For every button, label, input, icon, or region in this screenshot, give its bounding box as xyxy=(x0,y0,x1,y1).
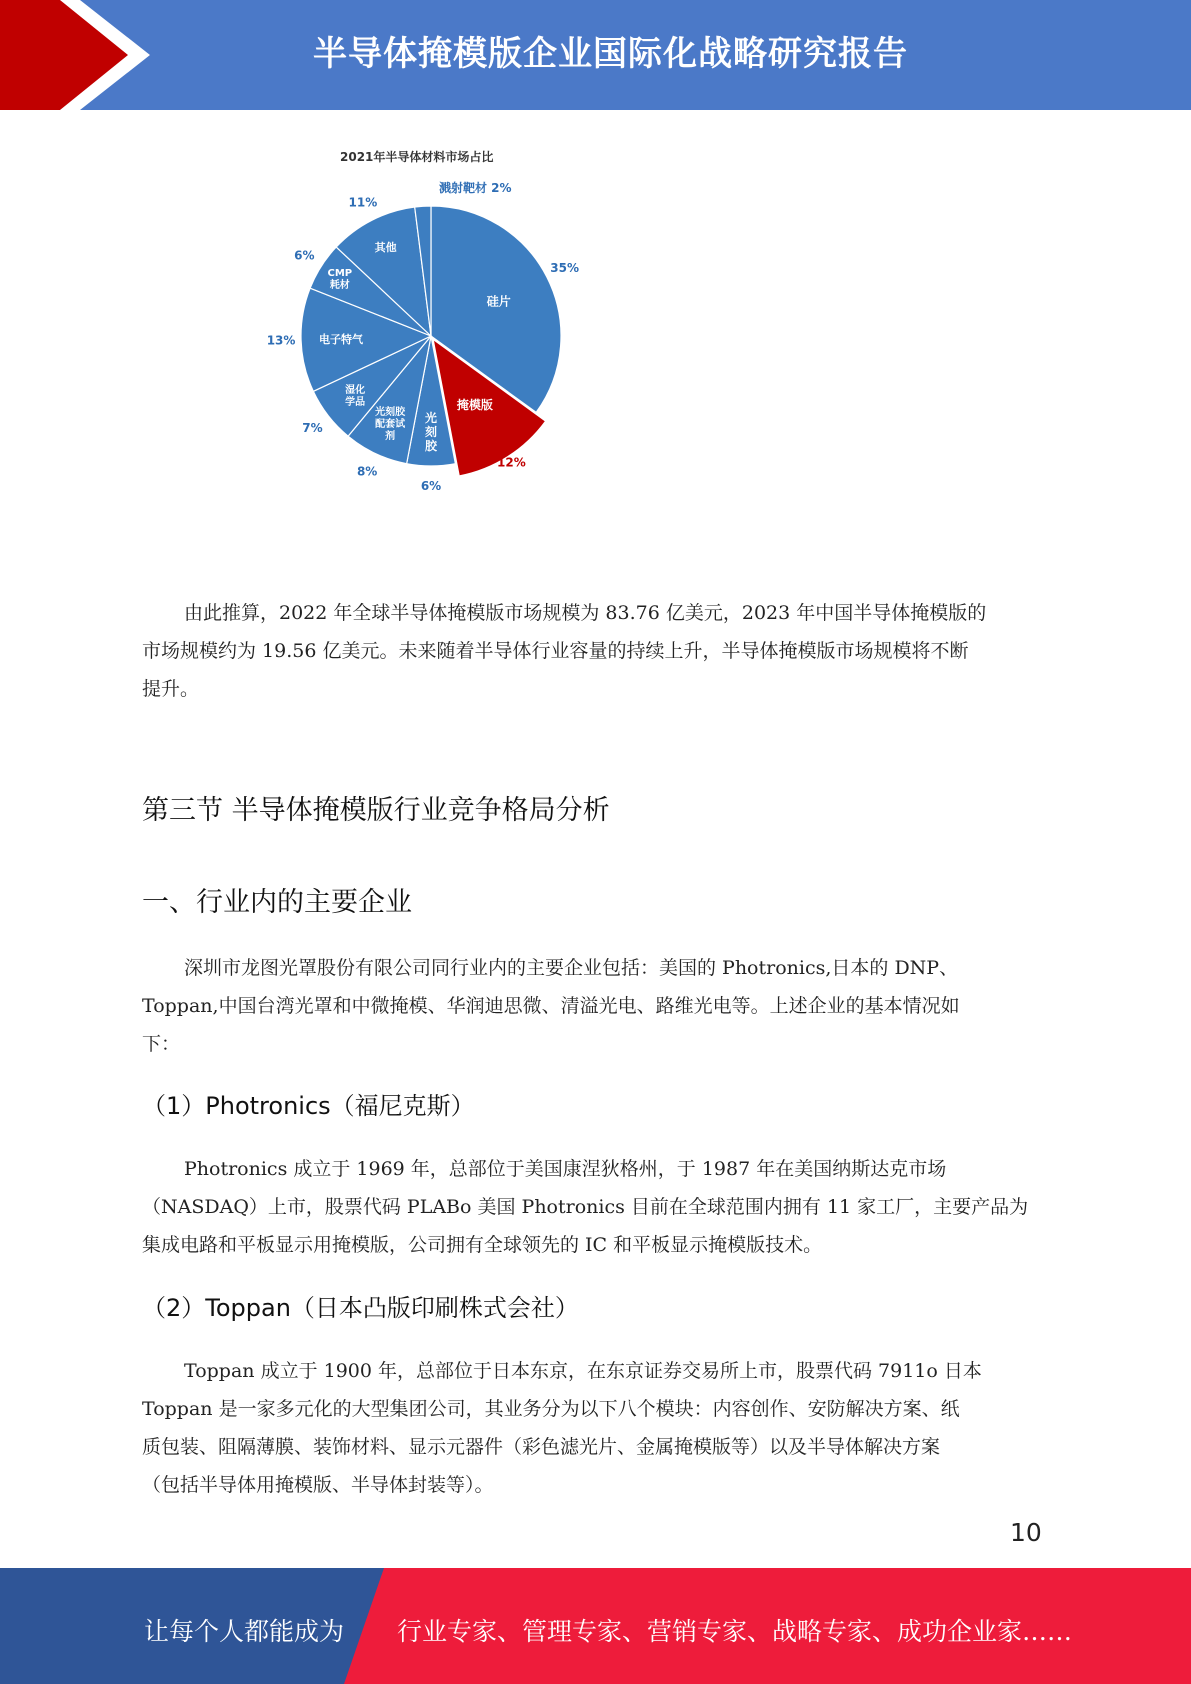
text-line: 由此推算，2022 年全球半导体掩模版市场规模为 83.76 亿美元，2023 年中国半导体掩模版的 xyxy=(184,602,987,624)
pie-value-label: 13% xyxy=(266,333,296,348)
pie-category-label: 湿化 xyxy=(345,384,366,396)
pie-category-label: 刻 xyxy=(424,425,438,439)
sub-heading: 一、行业内的主要企业 xyxy=(142,887,412,918)
pie-category-label: 电子特气 xyxy=(319,332,364,346)
text-line: 市场规模约为 19.56 亿美元。未来随着半导体行业容量的持续上升，半导体掩模版市场规模将不断 xyxy=(142,640,969,662)
paragraph-companies xyxy=(142,949,1052,1063)
pie-value-label: 溅射靶材 2% xyxy=(439,181,512,195)
pie-category-label: 光刻胶 xyxy=(375,406,406,418)
text-line: （包括半导体用掩模版、半导体封装等）。 xyxy=(142,1474,494,1496)
pie-category-label: 掩模版 xyxy=(456,398,493,413)
pie-value-label: 35% xyxy=(550,260,580,275)
pie-category-label: CMP xyxy=(327,268,353,280)
pie-category-label: 学品 xyxy=(345,396,366,408)
pie-value-label: 12% xyxy=(497,455,526,470)
page-number: 10 xyxy=(1010,1518,1042,1547)
text-line: Toppan,中国台湾光罩和中微掩模、华润迪思微、清溢光电、路维光电等。上述企业的基本情况如 xyxy=(142,995,960,1017)
pie-category-label: 配套试 xyxy=(375,418,406,430)
text-line: 深圳市龙图光罩股份有限公司同行业内的主要企业包括：美国的 Photronics,日本的 DNP、 xyxy=(184,957,959,979)
footer-slogan-right: 行业专家、管理专家、营销专家、战略专家、成功企业家…… xyxy=(397,1617,1073,1646)
pie-value-label: 11% xyxy=(348,195,378,210)
pie-value-label: 6% xyxy=(294,248,315,263)
text-line: Toppan 是一家多元化的大型集团公司，其业务分为以下八个模块：内容创作、安防解决方案、纸 xyxy=(142,1398,960,1420)
text-line: 提升。 xyxy=(142,678,200,700)
pie-value-label: 8% xyxy=(356,464,378,479)
paragraph-market-size xyxy=(142,594,1052,708)
text-line: （NASDAQ）上市，股票代码 PLABo 美国 Photronics 目前在全球范围内拥有 11 家工厂，主要产品为 xyxy=(142,1196,1029,1218)
text-line: Toppan 成立于 1900 年，总部位于日本东京，在东京证券交易所上市，股票代码 7911o 日本 xyxy=(184,1360,982,1382)
text-line: 下： xyxy=(142,1033,181,1055)
section-heading: 第三节 半导体掩模版行业竞争格局分析 xyxy=(142,795,610,826)
paragraph-photronics xyxy=(142,1150,1052,1264)
footer-slogan-left: 让每个人都能成为 xyxy=(144,1617,345,1646)
pie-chart xyxy=(255,140,595,493)
pie-category-label: 剂 xyxy=(385,430,396,442)
report-title: 半导体掩模版企业国际化战略研究报告 xyxy=(313,34,908,74)
heading-photronics: （1）Photronics（福尼克斯） xyxy=(142,1092,475,1120)
pie-category-label: 光 xyxy=(424,411,438,425)
pie-category-label: 耗材 xyxy=(329,280,350,292)
paragraph-toppan xyxy=(142,1352,1052,1504)
pie-category-label: 硅片 xyxy=(486,294,511,309)
text-line: 质包装、阻隔薄膜、装饰材料、显示元器件（彩色滤光片、金属掩模版等）以及半导体解决方案 xyxy=(142,1436,941,1458)
pie-category-label: 其他 xyxy=(374,240,397,254)
heading-toppan: （2）Toppan（日本凸版印刷株式会社） xyxy=(142,1294,579,1322)
text-line: 集成电路和平板显示用掩模版，公司拥有全球领先的 IC 和平板显示掩模版技术。 xyxy=(142,1234,823,1256)
pie-value-label: 7% xyxy=(302,420,323,435)
page-header xyxy=(0,0,1191,110)
pie-value-label: 6% xyxy=(420,479,442,493)
chart-title: 2021年半导体材料市场占比 xyxy=(340,150,494,164)
pie-category-label: 胶 xyxy=(424,439,438,453)
text-line: Photronics 成立于 1969 年，总部位于美国康涅狄格州，于 1987 年在美国纳斯达克市场 xyxy=(184,1158,947,1180)
